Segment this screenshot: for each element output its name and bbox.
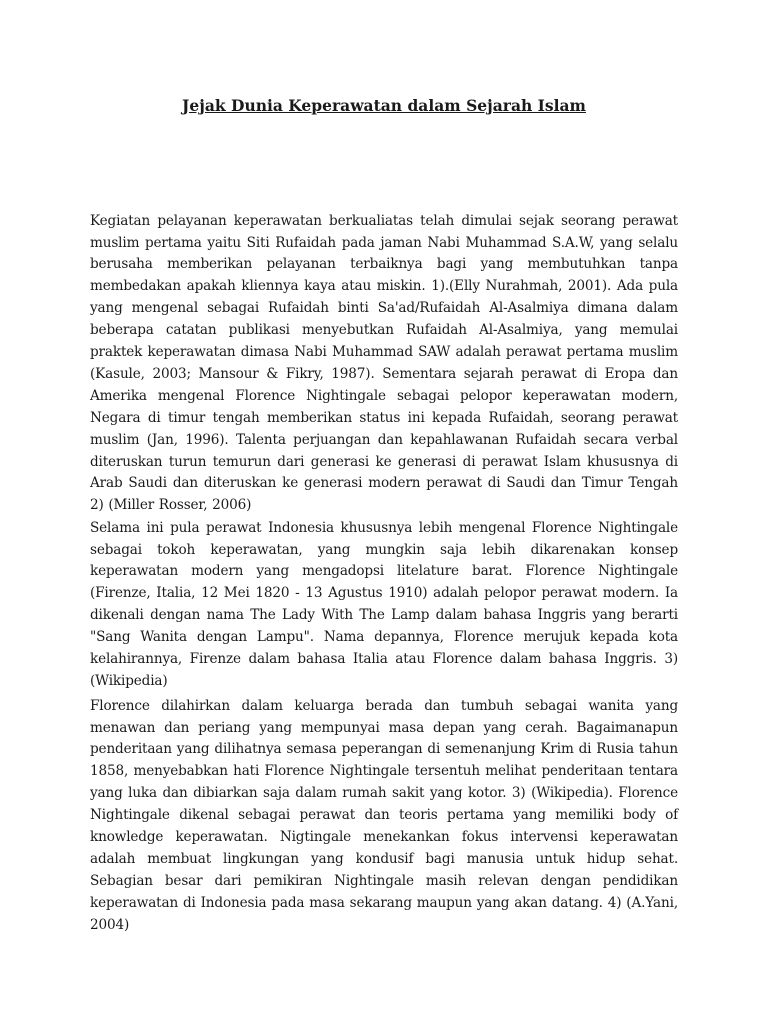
paragraph-florence-life: Florence dilahirkan dalam keluarga berada dan tumbuh sebagai wanita yang menawan dan periang yang mempunyai masa depan yang cerah. Bagaimanapun penderitaan yang dilihatnya semasa peperangan di semenanjung Krim di Rusia tahun 1858, menyebabkan hati Florence Nightingale tersentuh melihat penderitaan tentara yang luka dan dibiarkan saja dalam rumah sakit yang kotor. 3) (Wikipedia). Florence Nightingale dikenal sebagai perawat dan teoris pertama yang memiliki body of knowledge keperawatan. Nigtingale menekankan fokus intervensi keperawatan adalah membuat lingkungan yang kondusif bagi manusia untuk hidup sehat. Sebagian besar dari pemikiran Nightingale masih relevan dengan pendidikan keperawatan di Indonesia pada masa sekarang maupun yang akan datang. 4) (A.Yani, 2004) (90, 697, 678, 933)
paragraph-rufaidah: Kegiatan pelayanan keperawatan berkualiatas telah dimulai sejak seorang perawat muslim pertama yaitu Siti Rufaidah pada jaman Nabi Muhammad S.A.W, yang selalu berusaha memberikan pelayanan terbaiknya bagi yang membutuhkan tanpa membedakan apakah kliennya kaya atau miskin. 1).(Elly Nurahmah, 2001). Ada pula yang mengenal sebagai Rufaidah binti Sa'ad/Rufaidah Al-Asalmiya dimana dalam beberapa catatan publikasi menyebutkan Rufaidah Al-Asalmiya, yang memulai praktek keperawatan dimasa Nabi Muhammad SAW adalah perawat pertama muslim (Kasule, 2003; Mansour & Fikry, 1987). Sementara sejarah perawat di Eropa dan Amerika mengenal Florence Nightingale sebagai pelopor keperawatan modern, Negara di timur tengah memberikan status ini kepada Rufaidah, seorang perawat muslim (Jan, 1996). Talenta perjuangan dan kepahlawanan Rufaidah secara verbal diteruskan turun temurun dari generasi ke generasi di perawat Islam khususnya di Arab Saudi dan diteruskan ke generasi modern perawat di Saudi dan Timur Tengah 2) (Miller Rosser, 2006) (90, 212, 678, 514)
document-title: Jejak Dunia Keperawatan dalam Sejarah Islam (182, 96, 586, 115)
paragraph-florence-intro: Selama ini pula perawat Indonesia khususnya lebih mengenal Florence Nightingale sebagai tokoh keperawatan, yang mungkin saja lebih dikarenakan konsep keperawatan modern yang mengadopsi litelature barat. Florence Nightingale (Firenze, Italia, 12 Mei 1820 - 13 Agustus 1910) adalah pelopor perawat modern. Ia dikenali dengan nama The Lady With The Lamp dalam bahasa Inggris yang berarti "Sang Wanita dengan Lampu". Nama depannya, Florence merujuk kepada kota kelahirannya, Firenze dalam bahasa Italia atau Florence dalam bahasa Inggris. 3) (Wikipedia) (90, 519, 678, 689)
